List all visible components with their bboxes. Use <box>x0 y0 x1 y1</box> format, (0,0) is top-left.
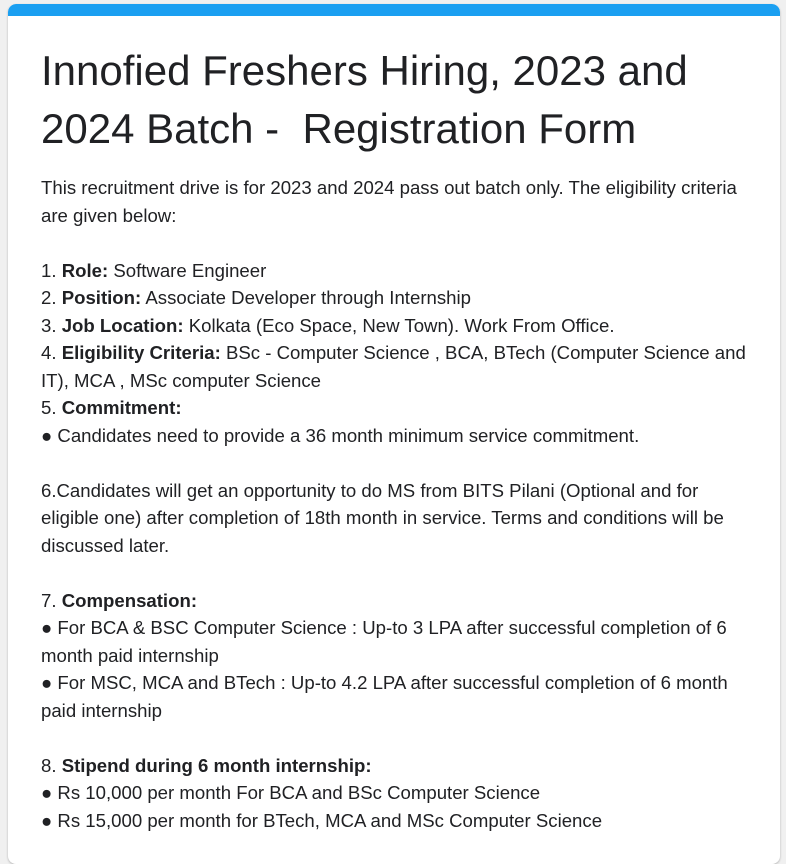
stipend-bullet: ● Rs 10,000 per month For BCA and BSc Computer Science <box>41 782 541 803</box>
criteria-value: Kolkata (Eco Space, New Town). Work From Office. <box>183 314 615 336</box>
item-number: 2. <box>41 287 62 308</box>
compensation-bullet: ● For MSC, MCA and BTech : Up-to 4.2 LPA after successful completion of 6 month paid internship <box>41 672 733 721</box>
stipend-bullet: ● Rs 15,000 per month for BTech, MCA and MSc Computer Science <box>41 809 603 831</box>
criteria-label: Job Location: <box>61 314 184 336</box>
item-number: 5. <box>41 397 62 418</box>
compensation-label: Compensation: <box>61 589 198 611</box>
item-number: 4. <box>41 342 62 363</box>
criteria-label: Position: <box>61 287 142 308</box>
form-header-content <box>41 42 753 834</box>
criteria-eligibility <box>41 339 753 394</box>
criteria-label: Eligibility Criteria: <box>61 342 221 363</box>
spacer <box>41 724 753 752</box>
criteria-position <box>41 284 753 312</box>
compensation-bullet: ● For BCA & BSC Computer Science : Up-to 3 LPA after successful completion of 6 month paid internship <box>41 617 732 666</box>
form-title: Innofied Freshers Hiring, 2023 and 2024 Batch - Registration Form <box>41 47 700 152</box>
item-number: 3. <box>41 314 62 336</box>
criteria-value: BSc - Computer Science , BCA, BTech (Computer Science and IT), MCA , MSc computer Science <box>41 342 751 391</box>
form-description <box>41 174 753 834</box>
card-accent-bar <box>8 4 780 16</box>
compensation-heading <box>41 587 753 615</box>
commitment-bullet: ● Candidates need to provide a 36 month minimum service commitment. <box>41 424 640 446</box>
spacer <box>41 559 753 587</box>
ms-opportunity-text: 6.Candidates will get an opportunity to do MS from BITS Pilani (Optional and for eligible one) after completion of 18th month in service. Terms and conditions will be discussed later. <box>41 479 729 556</box>
item-number: 8. <box>41 754 62 776</box>
spacer <box>41 449 753 477</box>
intro-text: This recruitment drive is for 2023 and 2024 pass out batch only. The eligibility criteria are given below: <box>41 177 743 226</box>
form-header-card <box>8 4 780 864</box>
criteria-label: Commitment: <box>61 397 182 418</box>
criteria-job-location <box>41 312 753 340</box>
item-number: 1. <box>41 259 62 281</box>
criteria-value: Software Engineer <box>108 259 267 281</box>
criteria-role <box>41 257 753 285</box>
criteria-commitment <box>41 394 753 422</box>
stipend-heading <box>41 752 753 780</box>
stipend-label: Stipend during 6 month internship: <box>61 754 372 776</box>
criteria-value: Associate Developer through Internship <box>141 287 471 308</box>
spacer <box>41 229 753 257</box>
criteria-label: Role: <box>61 259 109 281</box>
item-number: 7. <box>41 589 62 611</box>
